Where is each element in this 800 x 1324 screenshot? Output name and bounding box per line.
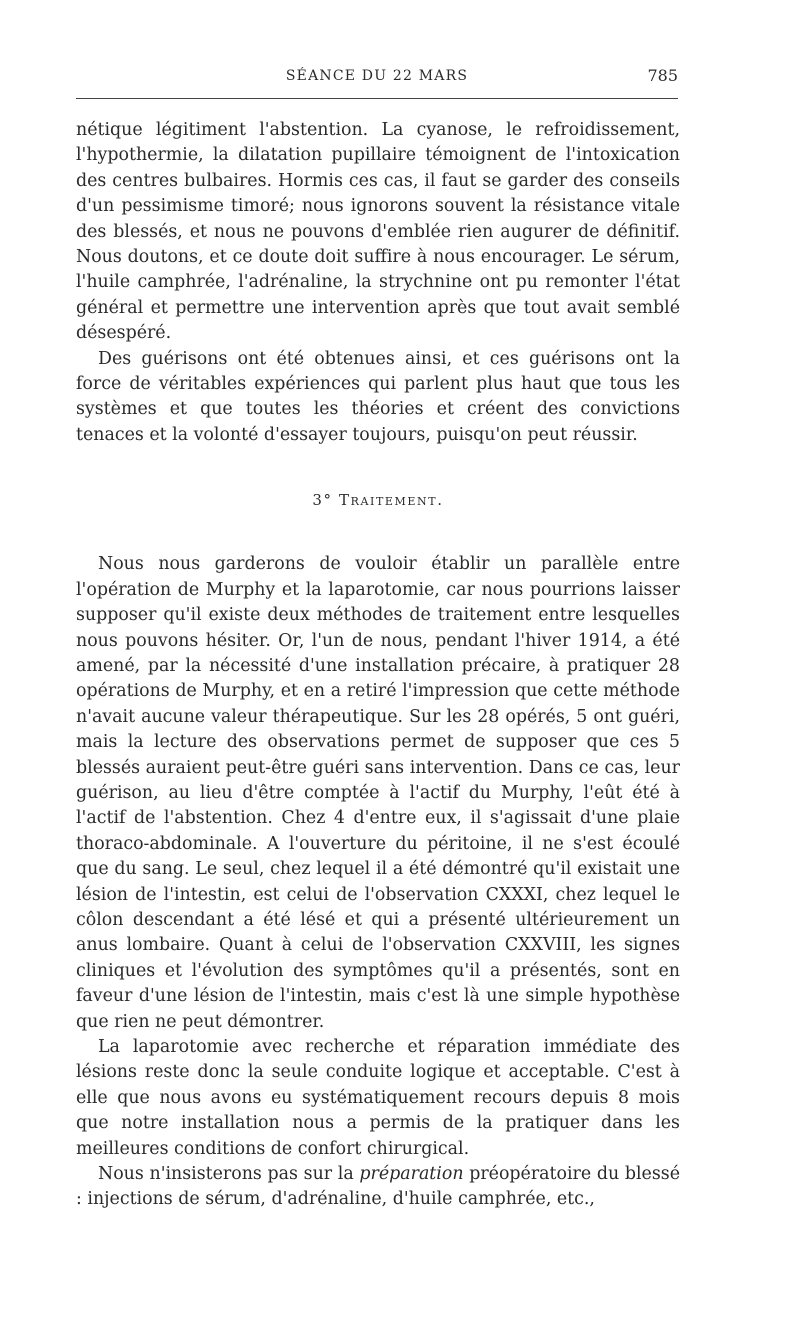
paragraph-1: nétique légitiment l'abstention. La cyanose, le refroidissement, l'hypothermie, la dilatation pupillaire témoignent de l'intoxication des centres bulbaires. Hormis ces cas, il faut se garder des conseils d'un pessimisme timoré; nous ignorons souvent la résistance vitale des blessés, et nous ne pouvons d'emblée rien augurer de définitif. Nous doutons, et ce doute doit suffire à nous encourager. Le sérum, l'huile camphrée, l'adrénaline, la strychnine ont pu remonter l'état général et permettre une intervention après que tout avait semblé désespéré. bbox=[76, 120, 680, 344]
section-heading: 3° Traitement. bbox=[312, 491, 444, 510]
paragraph-4: La laparotomie avec recherche et réparation immédiate des lésions reste donc la seule conduite logique et acceptable. C'est à elle que nous avons eu systématiquement recours depuis 8 mois que notre installation nous a permis de la pratiquer dans les meilleures conditions de confort chirurgical. bbox=[76, 1037, 680, 1159]
paragraph-5 bbox=[76, 1162, 680, 1213]
running-head: SÉANCE DU 22 MARS bbox=[285, 68, 469, 84]
page-header bbox=[76, 60, 678, 100]
paragraph-3: Nous nous garderons de vouloir établir un parallèle entre l'opération de Murphy et la laparotomie, car nous pourrions laisser supposer qu'il existe deux méthodes de traitement entre lesquelles nous pouvons hésiter. Or, l'un de nous, pendant l'hiver 1914, a été amené, par la nécessité d'une installation précaire, à pratiquer 28 opérations de Murphy, et en a retiré l'impression que cette méthode n'avait aucune valeur thérapeutique. Sur les 28 opérés, 5 ont guéri, mais la lecture des observations permet de supposer que ces 5 blessés auraient peut-être guéri sans intervention. Dans ce cas, leur guérison, au lieu d'être comptée à l'actif du Murphy, l'eût été à l'actif de l'abstention. Chez 4 d'entre eux, il s'agissait d'une plaie thoraco-abdominale. A l'ouverture du péritoine, il ne s'est écoulé que du sang. Le seul, chez lequel il a été démontré qu'il existait une lésion de l'intestin, est celui de l'observation CXXXI, chez lequel le côlon descendant a été lésé et qui a présenté ultérieurement un anus lombaire. Quant à celui de l'observation CXXVIII, les signes cliniques et l'évolution des symptômes qu'il a présentés, sont en faveur d'une lésion de l'intestin, mais c'est là une simple hypothèse que rien ne peut démontrer. bbox=[76, 554, 680, 1032]
paragraph-5-end: préopératoire du blessé : injections de sérum, d'adrénaline, d'huile camphrée, etc., bbox=[76, 1164, 680, 1210]
paragraph-2: Des guérisons ont été obtenues ainsi, et ces guérisons ont la force de véritables expériences qui parlent plus haut que tous les systèmes et que toutes les théories et créent des convictions tenaces et la volonté d'essayer toujours, puisqu'on peut réussir. bbox=[76, 348, 680, 445]
page-number: 785 bbox=[647, 66, 678, 85]
paragraph-5-italic-term: préparation bbox=[359, 1164, 464, 1185]
header-rule bbox=[76, 98, 678, 99]
body-text bbox=[76, 118, 680, 1213]
paragraph-5-start: Nous n'insisterons pas sur la bbox=[98, 1164, 360, 1185]
